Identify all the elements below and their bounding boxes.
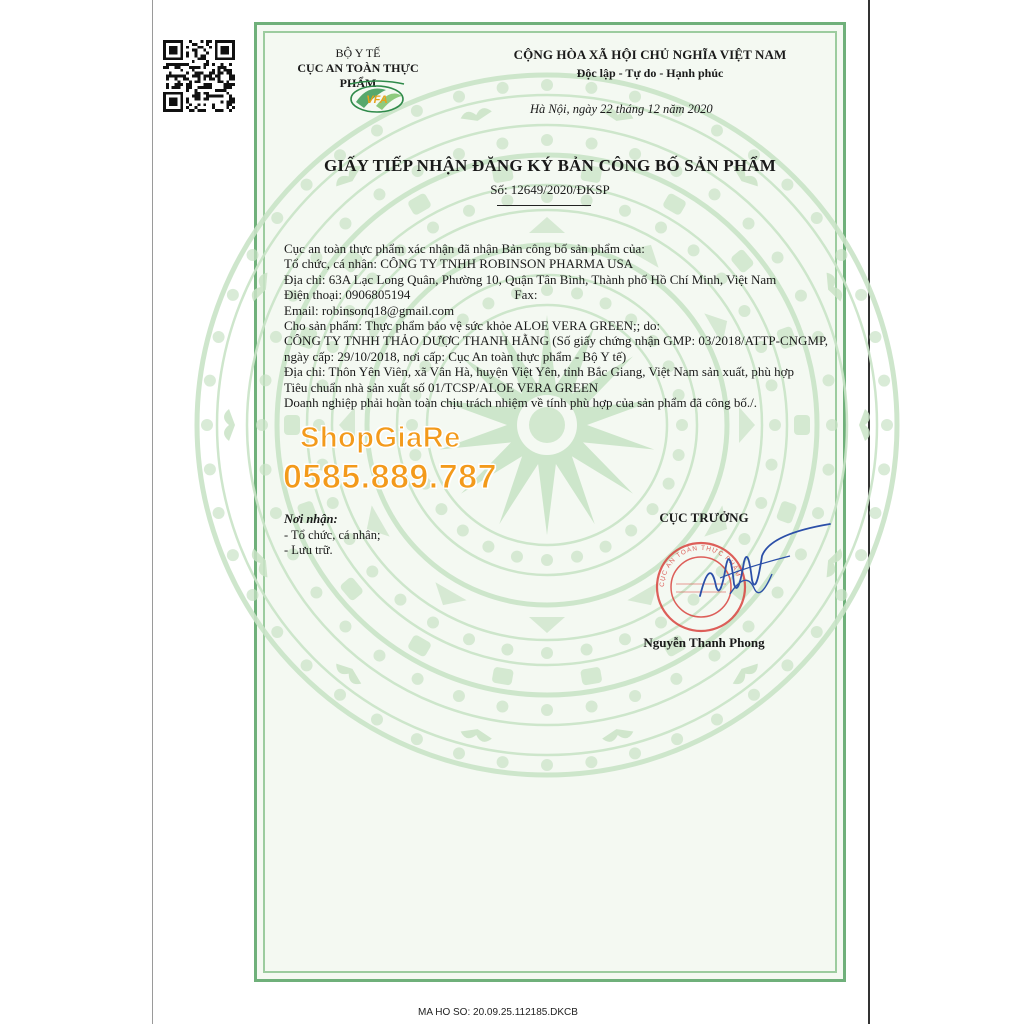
body-standard: Tiêu chuẩn nhà sản xuất số 01/TCSP/ALOE VERA GREEN <box>284 379 599 395</box>
signer-title: CỤC TRƯỞNG <box>659 510 749 525</box>
title-rule <box>497 205 591 206</box>
department-name: CỤC AN TOÀN THỰC PHẨM <box>297 61 419 90</box>
dossier-code: MA HO SO: 20.09.25.112185.DKCB <box>418 1007 578 1018</box>
recipients-block <box>284 512 380 559</box>
body-manufacturer: CÔNG TY TNHH THẢO DƯỢC THANH HẰNG (Số giấy chứng nhận GMP: 03/2018/ATTP-CNGMP, ngày cấp: 29/10/2018, nơi cấp: Cục An toàn thực phẩm - Bộ Y tế) <box>284 333 829 364</box>
recipients-heading: Nơi nhận: <box>284 512 338 526</box>
ministry-name: BỘ Y TẾ <box>335 46 381 60</box>
body-organization: Tổ chức, cá nhân: CÔNG TY TNHH ROBINSON PHARMA USA <box>284 256 634 272</box>
watermark-phone: 0585.889.787 <box>283 458 497 496</box>
body-intro: Cục an toàn thực phẩm xác nhận đã nhận Bản công bố sản phẩm của: <box>284 241 645 256</box>
handwritten-signature <box>690 516 840 616</box>
issue-date: Hà Nội, ngày 22 tháng 12 năm 2020 <box>530 102 713 116</box>
body-address: Địa chỉ: 63A Lạc Long Quân, Phường 10, Quận Tân Bình, Thành phố Hồ Chí Minh, Việt Nam <box>284 271 777 287</box>
document-body <box>284 241 834 410</box>
body-responsibility: Doanh nghiệp phải hoàn toàn chịu trách nhiệm về tính phù hợp của sản phẩm đã công bố./. <box>284 395 757 411</box>
body-contact-line <box>284 287 834 302</box>
stamp-text: CỤC AN TOÀN THỰC PHẨM <box>658 544 742 588</box>
vfa-logo <box>346 80 408 114</box>
recipient-item: - Tổ chức, cá nhân; <box>284 527 381 542</box>
watermark-shop-name: ShopGiaRe <box>300 422 461 454</box>
recipient-item: - Lưu trữ. <box>284 543 333 557</box>
signer-name: Nguyễn Thanh Phong <box>643 635 765 650</box>
body-fax: Fax: <box>514 287 538 303</box>
body-product: Cho sản phẩm: Thực phẩm bảo vệ sức khỏe ALOE VERA GREEN;; do: <box>284 318 661 334</box>
national-header <box>470 46 830 82</box>
document-number: Số: 12649/2020/ĐKSP <box>490 182 610 197</box>
body-phone: Điện thoại: 0906805194 <box>284 287 411 303</box>
body-manufacturer-address: Địa chỉ: Thôn Yên Viên, xã Vân Hà, huyện Việt Yên, tỉnh Bắc Giang, Việt Nam sản xuất, phù hợp <box>284 364 794 380</box>
document-title: GIẤY TIẾP NHẬN ĐĂNG KÝ BẢN CÔNG BỐ SẢN PHẨM <box>323 156 777 175</box>
body-email: Email: robinsonq18@gmail.com <box>284 302 455 318</box>
national-motto: Độc lập - Tự do - Hạnh phúc <box>576 66 724 80</box>
national-title: CỘNG HÒA XÃ HỘI CHỦ NGHĨA VIỆT NAM <box>513 47 787 62</box>
logo-text: VFA <box>366 94 388 106</box>
viewer-left-border <box>152 0 153 1024</box>
